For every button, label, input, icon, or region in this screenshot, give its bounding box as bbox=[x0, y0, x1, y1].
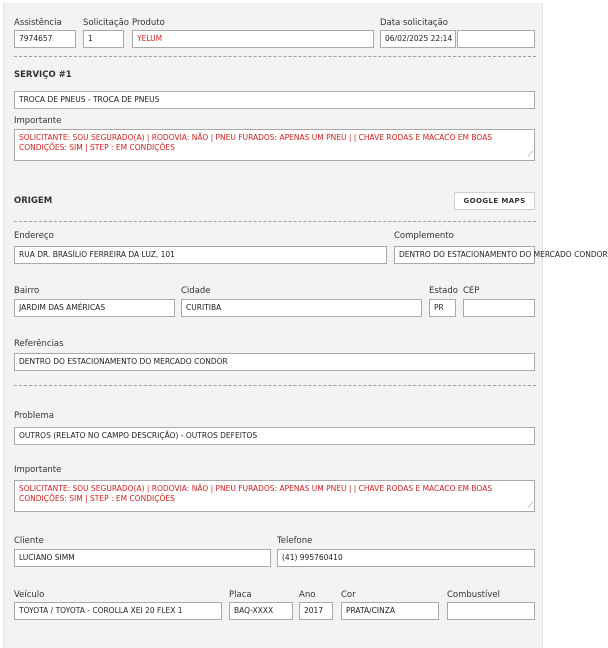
origem-title: ORIGEM bbox=[14, 196, 53, 206]
combustivel-label: Combustível bbox=[447, 590, 500, 600]
produto-label: Produto bbox=[132, 18, 165, 28]
cor-field[interactable]: PRATA/CINZA bbox=[341, 602, 439, 620]
telefone-field[interactable]: (41) 995760410 bbox=[277, 549, 535, 567]
resize-grip-icon[interactable]: ⟋ bbox=[527, 501, 533, 510]
servico-importante-text: SOLICITANTE: SOU SEGURADO(A) | RODOVIA: NÃO | PNEU FURADOS: APENAS UM PNEU | | CHAVE RODAS E MACACO EM BOAS CONDIÇÕES: SIM | STEP : EM CONDIÇÕES bbox=[19, 133, 493, 152]
ano-label: Ano bbox=[299, 590, 316, 600]
divider bbox=[14, 385, 536, 386]
problema-importante-text: SOLICITANTE: SOU SEGURADO(A) | RODOVIA: NÃO | PNEU FURADOS: APENAS UM PNEU | | CHAVE RODAS E MACACO EM BOAS CONDIÇÕES: SIM | STEP : EM CONDIÇÕES bbox=[19, 484, 493, 503]
cliente-label: Cliente bbox=[14, 536, 44, 546]
referencias-label: Referências bbox=[14, 339, 64, 349]
data-extra-field[interactable] bbox=[457, 30, 535, 48]
placa-field[interactable]: BAQ-XXXX bbox=[229, 602, 293, 620]
data-solicitacao-field[interactable]: 06/02/2025 22:14 bbox=[380, 30, 456, 48]
request-panel bbox=[3, 3, 608, 648]
google-maps-button[interactable]: GOOGLE MAPS bbox=[454, 192, 535, 210]
cliente-field[interactable]: LUCIANO SIMM bbox=[14, 549, 271, 567]
cep-field[interactable] bbox=[463, 299, 535, 317]
data-solicitacao-label: Data solicitação bbox=[380, 18, 449, 28]
ano-field[interactable]: 2017 bbox=[299, 602, 333, 620]
solicitacao-label: Solicitação bbox=[83, 18, 129, 28]
servico-importante-label: Importante bbox=[14, 116, 62, 126]
estado-label: Estado bbox=[429, 286, 458, 296]
produto-field[interactable]: YELUM bbox=[132, 30, 374, 48]
servico-field[interactable]: TROCA DE PNEUS - TROCA DE PNEUS bbox=[14, 91, 535, 109]
cor-label: Cor bbox=[341, 590, 356, 600]
veiculo-label: Veículo bbox=[14, 590, 45, 600]
veiculo-field[interactable]: TOYOTA / TOYOTA - COROLLA XEI 20 FLEX 1 bbox=[14, 602, 222, 620]
divider bbox=[14, 221, 536, 222]
placa-label: Placa bbox=[229, 590, 252, 600]
bairro-label: Bairro bbox=[14, 286, 40, 296]
solicitacao-field[interactable]: 1 bbox=[83, 30, 124, 48]
endereco-field[interactable]: RUA DR. BRASÍLIO FERREIRA DA LUZ, 101 bbox=[14, 246, 387, 264]
problema-label: Problema bbox=[14, 411, 54, 421]
endereco-label: Endereço bbox=[14, 231, 54, 241]
problema-importante-textarea[interactable] bbox=[14, 480, 535, 512]
assistencia-label: Assistência bbox=[14, 18, 62, 28]
servico-importante-textarea[interactable] bbox=[14, 129, 535, 161]
bairro-field[interactable]: JARDIM DAS AMÉRICAS bbox=[14, 299, 175, 317]
cidade-field[interactable]: CURITIBA bbox=[181, 299, 422, 317]
assistencia-field[interactable]: 7974657 bbox=[14, 30, 76, 48]
cep-label: CEP bbox=[463, 286, 480, 296]
cidade-label: Cidade bbox=[181, 286, 211, 296]
servico-title: SERVIÇO #1 bbox=[14, 70, 72, 80]
telefone-label: Telefone bbox=[277, 536, 313, 546]
divider bbox=[14, 56, 536, 57]
complemento-label: Complemento bbox=[394, 231, 454, 241]
problema-importante-label: Importante bbox=[14, 465, 62, 475]
combustivel-field[interactable] bbox=[447, 602, 535, 620]
estado-field[interactable]: PR bbox=[429, 299, 456, 317]
complemento-field[interactable]: DENTRO DO ESTACIONAMENTO DO MERCADO CONDOR bbox=[394, 246, 535, 264]
referencias-field[interactable]: DENTRO DO ESTACIONAMENTO DO MERCADO CONDOR bbox=[14, 353, 535, 371]
problema-field[interactable]: OUTROS (RELATO NO CAMPO DESCRIÇÃO) - OUTROS DEFEITOS bbox=[14, 427, 535, 445]
resize-grip-icon[interactable]: ⟋ bbox=[527, 150, 533, 159]
